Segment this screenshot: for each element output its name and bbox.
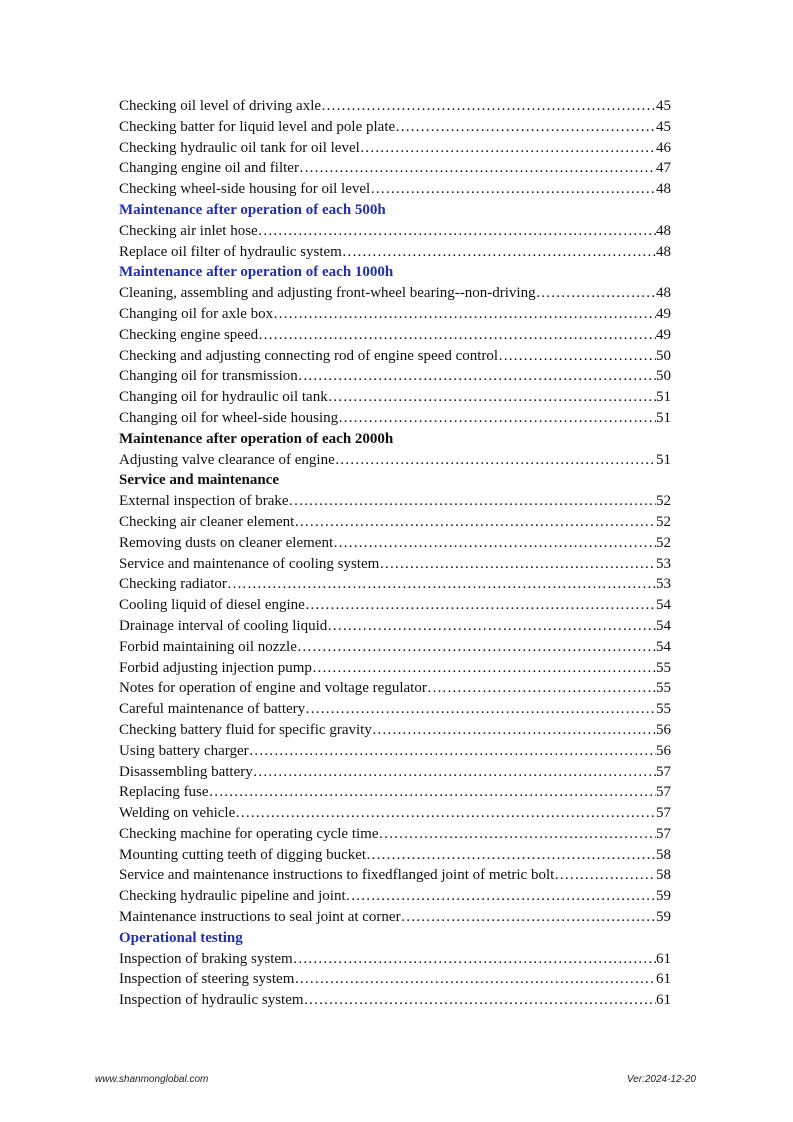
dot-leader [289, 491, 656, 512]
toc-entry-page: 54 [656, 638, 671, 655]
toc-entry-title: Checking radiator [119, 576, 227, 593]
toc-entry [119, 741, 671, 762]
toc-entry [119, 616, 671, 637]
toc-entry-title: Adjusting valve clearance of engine [119, 451, 335, 468]
toc-entry-title: Checking machine for operating cycle time [119, 825, 379, 842]
toc-entry-title: Inspection of braking system [119, 950, 293, 967]
toc-entry-title: Mounting cutting teeth of digging bucket [119, 846, 367, 863]
section-heading: Maintenance after operation of each 500h [119, 201, 386, 218]
dot-leader [294, 512, 656, 533]
dot-leader [401, 907, 656, 928]
toc-entry [119, 678, 671, 699]
dot-leader [297, 637, 656, 658]
toc-entry [119, 907, 671, 928]
toc-entry-page: 57 [656, 784, 671, 801]
dot-leader [273, 304, 656, 325]
toc-entry-title: Welding on vehicle [119, 805, 236, 822]
toc-entry-title: Notes for operation of engine and voltage regulator [119, 680, 427, 697]
toc-entry-page: 49 [656, 326, 671, 343]
dot-leader [312, 658, 656, 679]
toc-entry-page: 51 [656, 409, 671, 426]
toc-entry [119, 533, 671, 554]
dot-leader [554, 865, 656, 886]
toc-entry-page: 53 [656, 555, 671, 572]
toc-entry-title: Checking battery fluid for specific gravity [119, 721, 372, 738]
dot-leader [395, 117, 656, 138]
dot-leader [258, 221, 656, 242]
toc-entry [119, 886, 671, 907]
toc-entry-title: Changing oil for hydraulic oil tank [119, 389, 328, 406]
toc-entry [119, 491, 671, 512]
toc-entry-title: Changing oil for axle box [119, 305, 274, 322]
toc-entry-page: 51 [656, 389, 671, 406]
toc-entry-page: 59 [656, 909, 671, 926]
toc-entry [119, 699, 671, 720]
toc-entry-page: 47 [656, 160, 671, 177]
toc-entry [119, 949, 671, 970]
dot-leader [305, 699, 656, 720]
toc-entry-title: Maintenance instructions to seal joint at corner [119, 909, 401, 926]
toc-entry-title: Changing oil for transmission [119, 368, 298, 385]
toc-entry [119, 762, 671, 783]
dot-leader [227, 574, 656, 595]
toc-entry-page: 57 [656, 825, 671, 842]
toc-entry-page: 48 [656, 181, 671, 198]
toc-entry [119, 387, 671, 408]
dot-leader [249, 741, 656, 762]
dot-leader [299, 158, 656, 179]
toc-entry-title: Checking batter for liquid level and pole plate [119, 118, 396, 135]
toc-entry [119, 450, 671, 471]
toc-entry [119, 574, 671, 595]
toc-entry-page: 58 [656, 867, 671, 884]
toc-entry-page: 55 [656, 701, 671, 718]
dot-leader [378, 824, 656, 845]
dot-leader [536, 283, 656, 304]
toc-entry [119, 138, 671, 159]
toc-entry [119, 990, 671, 1011]
dot-leader [372, 720, 656, 741]
toc-entry-title: Checking engine speed [119, 326, 259, 343]
toc-entry [119, 304, 671, 325]
toc-entry-title: Careful maintenance of battery [119, 701, 306, 718]
toc-entry-title: Checking air inlet hose [119, 222, 258, 239]
toc-entry-title: Replacing fuse [119, 784, 209, 801]
section-heading: Maintenance after operation of each 1000h [119, 264, 394, 281]
toc-entry-page: 55 [656, 659, 671, 676]
dot-leader [235, 803, 656, 824]
toc-entry-page: 50 [656, 347, 671, 364]
toc-entry-page: 59 [656, 888, 671, 905]
dot-leader [209, 782, 656, 803]
dot-leader [498, 346, 656, 367]
toc-entry-title: Inspection of hydraulic system [119, 992, 304, 1009]
toc-entry-page: 48 [656, 243, 671, 260]
toc-entry [119, 346, 671, 367]
toc-entry [119, 782, 671, 803]
toc-entry-title: Checking hydraulic pipeline and joint [119, 888, 346, 905]
dot-leader [342, 242, 656, 263]
dot-leader [328, 387, 656, 408]
toc-entry-title: Checking hydraulic oil tank for oil level [119, 139, 360, 156]
toc-entry-title: Service and maintenance instructions to fixedflanged joint of metric bolt [119, 867, 555, 884]
toc-entry-page: 53 [656, 576, 671, 593]
toc-entry-page: 45 [656, 98, 671, 114]
toc-entry-page: 56 [656, 721, 671, 738]
dot-leader [294, 969, 656, 990]
dot-leader [321, 96, 656, 117]
toc-entry [119, 366, 671, 387]
dot-leader [335, 450, 656, 471]
dot-leader [338, 408, 656, 429]
toc-entry-title: Checking wheel-side housing for oil level [119, 181, 371, 198]
dot-leader [379, 554, 656, 575]
toc-entry [119, 158, 671, 179]
toc-entry-page: 57 [656, 805, 671, 822]
dot-leader [258, 325, 656, 346]
toc-entry-title: Forbid maintaining oil nozzle [119, 638, 297, 655]
toc-entry [119, 554, 671, 575]
section-heading: Maintenance after operation of each 2000h [119, 430, 394, 447]
dot-leader [427, 678, 656, 699]
toc-entry-title: Drainage interval of cooling liquid [119, 617, 328, 634]
dot-leader [366, 845, 656, 866]
toc-entry [119, 96, 671, 117]
dot-leader [253, 762, 656, 783]
dot-leader [327, 616, 656, 637]
dot-leader [293, 949, 656, 970]
toc-entry-page: 61 [656, 971, 671, 988]
toc-entry [119, 865, 671, 886]
toc-entry [119, 637, 671, 658]
toc-entry-page: 61 [656, 992, 671, 1009]
toc-entry [119, 969, 671, 990]
footer-website: www.shanmonglobal.com [95, 1074, 209, 1085]
toc-entry [119, 179, 671, 200]
toc-entry [119, 658, 671, 679]
toc-entry-title: Replace oil filter of hydraulic system [119, 243, 342, 260]
section-heading: Operational testing [119, 929, 243, 946]
toc-entry-page: 51 [656, 451, 671, 468]
toc-entry-page: 52 [656, 513, 671, 530]
toc-entry [119, 595, 671, 616]
toc-entry [119, 824, 671, 845]
dot-leader [346, 886, 656, 907]
toc-entry-title: Checking oil level of driving axle [119, 98, 322, 114]
toc-entry-page: 54 [656, 617, 671, 634]
toc-entry-title: Service and maintenance of cooling system [119, 555, 380, 572]
toc-entry [119, 803, 671, 824]
toc-entry-title: Using battery charger [119, 742, 249, 759]
toc-entry [119, 283, 671, 304]
toc-entry [119, 408, 671, 429]
toc-entry-page: 45 [656, 118, 671, 135]
toc-entry-title: External inspection of brake [119, 493, 289, 510]
toc-entry-title: Checking and adjusting connecting rod of engine speed control [119, 347, 499, 364]
dot-leader [360, 138, 656, 159]
toc-entry-page: 52 [656, 493, 671, 510]
toc-entry-page: 50 [656, 368, 671, 385]
toc-entry [119, 117, 671, 138]
toc-entry [119, 720, 671, 741]
toc-entry-page: 48 [656, 285, 671, 302]
dot-leader [305, 595, 656, 616]
toc-entry [119, 325, 671, 346]
toc-entry [119, 242, 671, 263]
toc-entry-page: 57 [656, 763, 671, 780]
toc-entry-page: 46 [656, 139, 671, 156]
toc-entry-page: 61 [656, 950, 671, 967]
footer-version: Ver:2024-12-20 [626, 1074, 696, 1085]
toc-entry-title: Checking air cleaner element [119, 513, 295, 530]
table-of-contents [119, 96, 671, 1011]
toc-entry [119, 221, 671, 242]
toc-entry-page: 58 [656, 846, 671, 863]
toc-entry-title: Forbid adjusting injection pump [119, 659, 312, 676]
toc-entry-title: Inspection of steering system [119, 971, 295, 988]
toc-entry-page: 55 [656, 680, 671, 697]
toc-entry [119, 512, 671, 533]
section-heading: Service and maintenance [119, 472, 279, 489]
toc-entry-title: Changing oil for wheel-side housing [119, 409, 339, 426]
toc-entry-title: Disassembling battery [119, 763, 253, 780]
dot-leader [298, 366, 656, 387]
toc-entry-title: Removing dusts on cleaner element [119, 534, 334, 551]
toc-entry-title: Changing engine oil and filter [119, 160, 299, 177]
toc-entry-page: 54 [656, 597, 671, 614]
dot-leader [333, 533, 656, 554]
toc-entry [119, 845, 671, 866]
toc-entry-page: 52 [656, 534, 671, 551]
toc-entry-title: Cooling liquid of diesel engine [119, 597, 305, 614]
toc-entry-page: 48 [656, 222, 671, 239]
toc-entry-page: 56 [656, 742, 671, 759]
toc-entry-title: Cleaning, assembling and adjusting front-wheel bearing--non-driving [119, 285, 536, 302]
toc-entry-page: 49 [656, 305, 671, 322]
dot-leader [304, 990, 656, 1011]
dot-leader [370, 179, 656, 200]
